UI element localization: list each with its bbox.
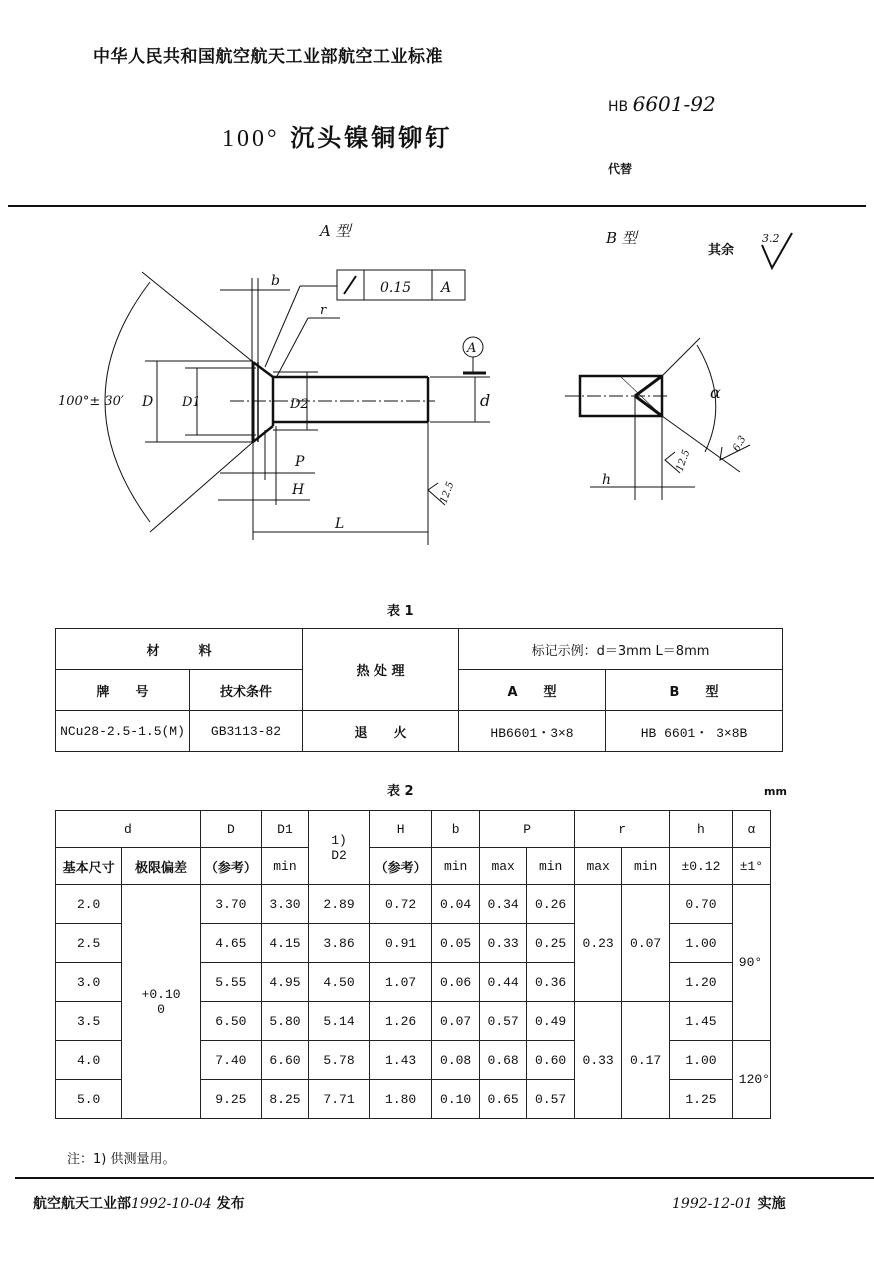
cell-D: 7.40 <box>200 1041 261 1080</box>
cell-D: 4.65 <box>200 924 261 963</box>
cell-P-max: 0.33 <box>480 924 527 963</box>
cell-h: 0.70 <box>670 885 733 924</box>
header-heat-treatment: 热 处 理 <box>303 629 459 711</box>
cell-D1: 3.30 <box>261 885 308 924</box>
cell-D1: 8.25 <box>261 1080 308 1119</box>
cell-P-min: 0.49 <box>527 1002 575 1041</box>
dim-P: P <box>295 454 305 470</box>
header-r-min: min <box>622 848 670 885</box>
dim-b: b <box>271 273 280 289</box>
cell-D2: 5.78 <box>308 1041 369 1080</box>
cell-r-min: 0.07 <box>622 885 670 1002</box>
cell-d: 3.0 <box>56 963 122 1002</box>
type-a-label: A 型 <box>320 222 351 240</box>
header-D2 <box>308 811 369 885</box>
header-d-tolerance: 极限偏差 <box>122 848 201 885</box>
unit-label: mm <box>764 785 787 798</box>
cell-D1: 4.95 <box>261 963 308 1002</box>
header-P-min: min <box>527 848 575 885</box>
header-b: b <box>432 811 480 848</box>
cell-D2: 7.71 <box>308 1080 369 1119</box>
cell-d: 5.0 <box>56 1080 122 1119</box>
header-H: H <box>370 811 432 848</box>
header-D: D <box>200 811 261 848</box>
cell-H: 1.07 <box>370 963 432 1002</box>
header-D2-label: D2 <box>331 847 347 863</box>
cell-tech-conditions: GB3113-82 <box>190 711 303 752</box>
cell-H: 1.80 <box>370 1080 432 1119</box>
dim-H: H <box>292 482 305 498</box>
other-roughness-value: 3.2 <box>762 232 780 245</box>
title-text: 沉头镍铜铆钉 <box>290 124 453 152</box>
cell-D1: 5.80 <box>261 1002 308 1041</box>
cell-D1: 4.15 <box>261 924 308 963</box>
footnote: 注：1) 供测量用。 <box>67 1152 176 1167</box>
title-angle: 100° <box>222 126 280 152</box>
header-tech-conditions: 技术条件 <box>190 670 303 711</box>
header-H-ref: （参考） <box>370 848 432 885</box>
cell-H: 1.26 <box>370 1002 432 1041</box>
tolerance-datum: A <box>441 280 452 296</box>
dim-h: h <box>602 472 612 488</box>
standard-number <box>608 92 716 116</box>
cell-type-b-mark: HB 6601・ 3×8B <box>606 711 783 752</box>
cell-h: 1.25 <box>670 1080 733 1119</box>
header-D2-note: 1) <box>331 832 347 848</box>
dim-r: r <box>320 303 327 318</box>
replaces-label: 代替 <box>608 162 633 176</box>
header-P: P <box>480 811 575 848</box>
issue-date: 1992-10-04 <box>131 1196 212 1212</box>
cell-D: 5.55 <box>200 963 261 1002</box>
cell-D2: 3.86 <box>308 924 369 963</box>
cell-P-min: 0.26 <box>527 885 575 924</box>
header-alpha: α <box>732 811 770 848</box>
table1-caption: 表 1 <box>387 604 414 619</box>
dim-d: d <box>480 391 491 410</box>
cell-D2: 5.14 <box>308 1002 369 1041</box>
cell-P-min: 0.60 <box>527 1041 575 1080</box>
cell-d: 2.5 <box>56 924 122 963</box>
cell-b: 0.07 <box>432 1002 480 1041</box>
cell-alpha: 90° <box>732 885 770 1041</box>
cell-d: 2.0 <box>56 885 122 924</box>
header-material: 材 料 <box>56 629 303 670</box>
header-marking-example: 标记示例：d＝3mm L＝8mm <box>459 629 783 670</box>
cell-D2: 4.50 <box>308 963 369 1002</box>
header-h: h <box>670 811 733 848</box>
cell-b: 0.04 <box>432 885 480 924</box>
cell-P-min: 0.25 <box>527 924 575 963</box>
header-r: r <box>575 811 670 848</box>
dim-D: D <box>142 394 154 410</box>
table-2 <box>55 810 771 1119</box>
cell-h: 1.00 <box>670 1041 733 1080</box>
cell-H: 1.43 <box>370 1041 432 1080</box>
issue-info <box>33 1193 245 1213</box>
dim-D1: D1 <box>182 395 201 410</box>
dim-alpha: α <box>710 383 721 402</box>
dim-L: L <box>335 516 345 532</box>
tolerance-value: 0.15 <box>380 280 412 296</box>
dim-D2: D2 <box>290 397 309 412</box>
standard-prefix: HB <box>608 99 629 115</box>
header-P-max: max <box>480 848 527 885</box>
cell-b: 0.05 <box>432 924 480 963</box>
issue-label: 发布 <box>216 1196 245 1212</box>
header-r-max: max <box>575 848 622 885</box>
cell-r-min: 0.17 <box>622 1002 670 1119</box>
cell-D1: 6.60 <box>261 1041 308 1080</box>
cell-b: 0.06 <box>432 963 480 1002</box>
effective-label: 实施 <box>757 1196 786 1212</box>
type-b-label: B 型 <box>606 229 637 247</box>
cell-D: 9.25 <box>200 1080 261 1119</box>
cell-alpha: 120° <box>732 1041 770 1119</box>
header-alpha-tol: ±1° <box>732 848 770 885</box>
cell-P-min: 0.57 <box>527 1080 575 1119</box>
bottom-divider <box>15 1177 874 1179</box>
cell-P-max: 0.65 <box>480 1080 527 1119</box>
cell-b: 0.08 <box>432 1041 480 1080</box>
cell-h: 1.00 <box>670 924 733 963</box>
header-type-b: B 型 <box>606 670 783 711</box>
cell-b: 0.10 <box>432 1080 480 1119</box>
header-b-min: min <box>432 848 480 885</box>
cell-r-max: 0.23 <box>575 885 622 1002</box>
rivet-drawing <box>0 210 874 570</box>
table2-caption: 表 2 <box>387 784 414 799</box>
header-type-a: A 型 <box>459 670 606 711</box>
cell-P-max: 0.68 <box>480 1041 527 1080</box>
issuer: 航空航天工业部 <box>33 1196 131 1212</box>
header-d: d <box>56 811 201 848</box>
table-row <box>56 885 771 924</box>
organization-title: 中华人民共和国航空航天工业部航空工业标准 <box>93 47 443 67</box>
roughness-a: 12.5 <box>438 480 457 506</box>
cell-P-max: 0.34 <box>480 885 527 924</box>
effective-info <box>672 1193 786 1213</box>
top-divider <box>8 205 866 207</box>
cell-r-max: 0.33 <box>575 1002 622 1119</box>
cell-h: 1.45 <box>670 1002 733 1041</box>
header-d-basic: 基本尺寸 <box>56 848 122 885</box>
cell-H: 0.91 <box>370 924 432 963</box>
cell-grade: NCu28-2.5-1.5(M) <box>56 711 190 752</box>
header-D1: D1 <box>261 811 308 848</box>
roughness-b1: 12.5 <box>674 448 693 474</box>
cell-tolerance <box>122 885 201 1119</box>
header-D-ref: （参考） <box>200 848 261 885</box>
tolerance-upper: +0.10 <box>141 986 181 1002</box>
angle-label: 100°± 30′ <box>58 394 124 409</box>
cell-type-a-mark: HB6601・3×8 <box>459 711 606 752</box>
roughness-b2: 6.3 <box>731 434 749 454</box>
header-grade: 牌 号 <box>56 670 190 711</box>
cell-D: 6.50 <box>200 1002 261 1041</box>
effective-date: 1992-12-01 <box>672 1196 753 1212</box>
cell-d: 3.5 <box>56 1002 122 1041</box>
standard-code: 6601-92 <box>632 92 716 116</box>
cell-d: 4.0 <box>56 1041 122 1080</box>
cell-P-max: 0.57 <box>480 1002 527 1041</box>
other-roughness-label: 其余 <box>708 243 735 258</box>
cell-P-max: 0.44 <box>480 963 527 1002</box>
document-title <box>222 118 452 153</box>
cell-D: 3.70 <box>200 885 261 924</box>
cell-H: 0.72 <box>370 885 432 924</box>
header-D1-min: min <box>261 848 308 885</box>
cell-h: 1.20 <box>670 963 733 1002</box>
header-h-tol: ±0.12 <box>670 848 733 885</box>
cell-P-min: 0.36 <box>527 963 575 1002</box>
tolerance-lower: 0 <box>157 1001 165 1017</box>
datum-label: A <box>467 341 477 356</box>
cell-D2: 2.89 <box>308 885 369 924</box>
cell-heat-treatment: 退 火 <box>303 711 459 752</box>
table-1 <box>55 628 783 752</box>
